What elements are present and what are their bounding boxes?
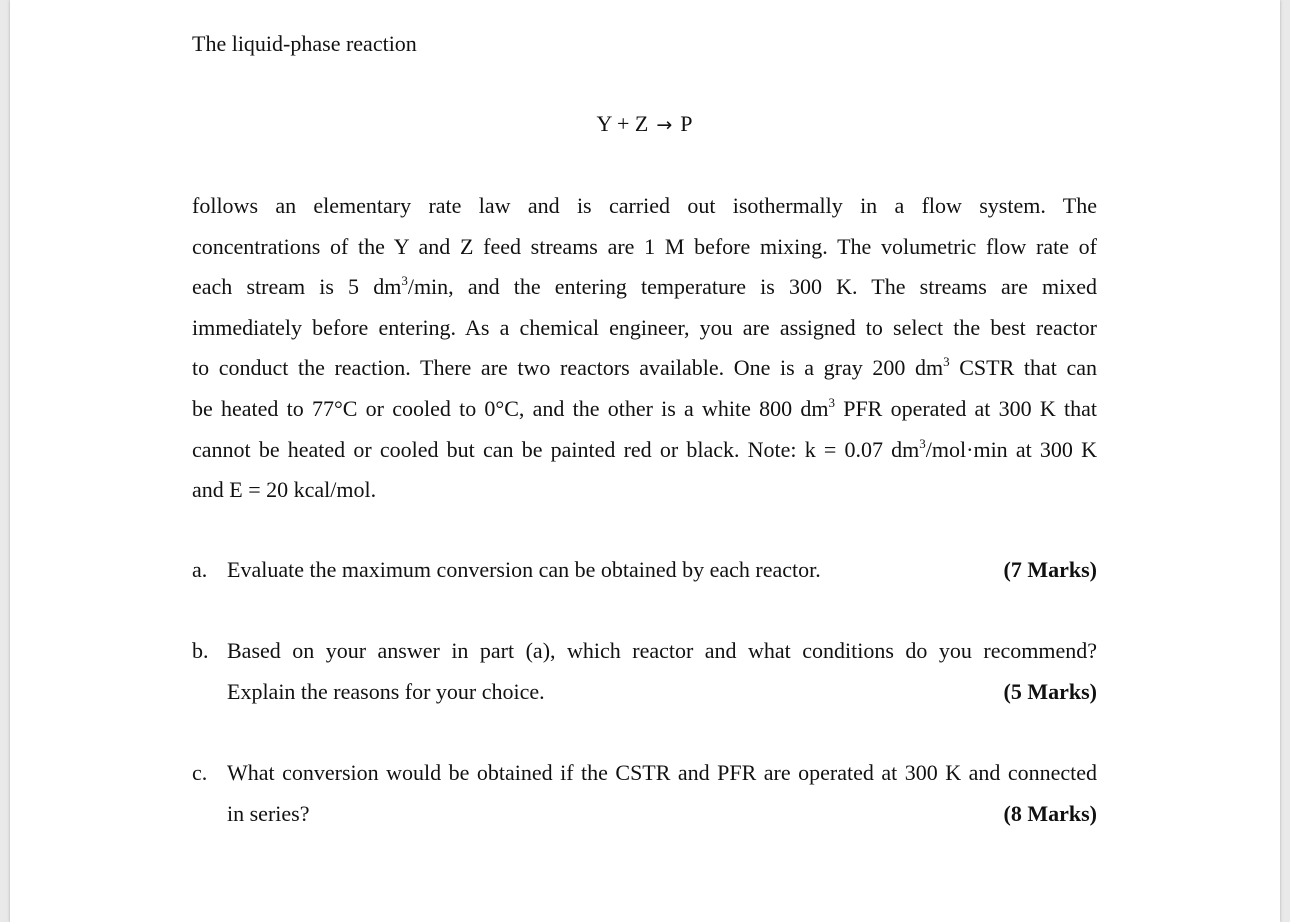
paragraph-line (192, 267, 1097, 308)
question-letter: b. (192, 638, 209, 663)
paragraph-fragment: to conduct the reaction. There are two reactors available. One is a gray 200 dm (192, 355, 944, 381)
paragraph-fragment: be heated to 77°C or cooled to 0°C, and the other is a white 800 dm (192, 395, 829, 421)
question-row (227, 794, 1097, 835)
paragraph-line (192, 430, 1097, 471)
paragraph-fragment: /mol·min at 300 K (925, 436, 1097, 462)
paragraph-fragment: each stream is 5 dm (192, 274, 402, 300)
equation-reactants: Y + Z (596, 111, 649, 136)
question-text: Based on your answer in part (a), which reactor and what conditions do you recommend? (227, 638, 1097, 663)
superscript-3: 3 (919, 435, 926, 451)
reaction-equation (192, 109, 1097, 140)
equation-product: P (680, 111, 693, 136)
question-body (227, 631, 1097, 712)
paragraph-fragment: CSTR that can (949, 355, 1097, 381)
question-row (227, 672, 1097, 713)
intro-text: The liquid-phase reaction (192, 31, 417, 56)
paragraph-fragment: cannot be heated or cooled but can be painted red or black. Note: k = 0.07 dm (192, 436, 920, 462)
question-text: Evaluate the maximum conversion can be obtained by each reactor. (227, 557, 821, 582)
marks-label: (5 Marks) (1003, 678, 1097, 704)
paragraph-line: and E = 20 kcal/mol. (192, 477, 377, 503)
question-row (227, 550, 1097, 591)
document-page (10, 0, 1280, 922)
marks-label: (8 Marks) (1003, 800, 1097, 826)
question-letter: a. (192, 557, 208, 582)
reaction-arrow-icon: → (656, 114, 673, 136)
question-text: What conversion would be obtained if the CSTR and PFR are operated at 300 K and connected (227, 760, 1097, 785)
paragraph-fragment: /min, and the entering temperature is 300 K. The streams are mixed (407, 274, 1097, 300)
paragraph-line: follows an elementary rate law and is carried out isothermally in a flow system. The (192, 193, 1097, 218)
paragraph-line: immediately before entering. As a chemical engineer, you are assigned to select the best reactor (192, 314, 1097, 340)
question-text: Explain the reasons for your choice. (227, 678, 545, 704)
superscript-3: 3 (828, 394, 835, 410)
paragraph-line (192, 389, 1097, 430)
paragraph-fragment: PFR operated at 300 K that (834, 395, 1097, 421)
question-body (227, 550, 1097, 591)
paragraph-line (192, 348, 1097, 389)
question-body (227, 753, 1097, 834)
marks-label: (7 Marks) (1003, 557, 1097, 582)
superscript-3: 3 (943, 354, 950, 370)
question-text: in series? (227, 800, 310, 826)
superscript-3: 3 (401, 273, 408, 289)
paragraph-line: concentrations of the Y and Z feed streams are 1 M before mixing. The volumetric flow rate of (192, 233, 1097, 259)
problem-paragraph (192, 186, 1097, 511)
question-letter: c. (192, 760, 208, 785)
